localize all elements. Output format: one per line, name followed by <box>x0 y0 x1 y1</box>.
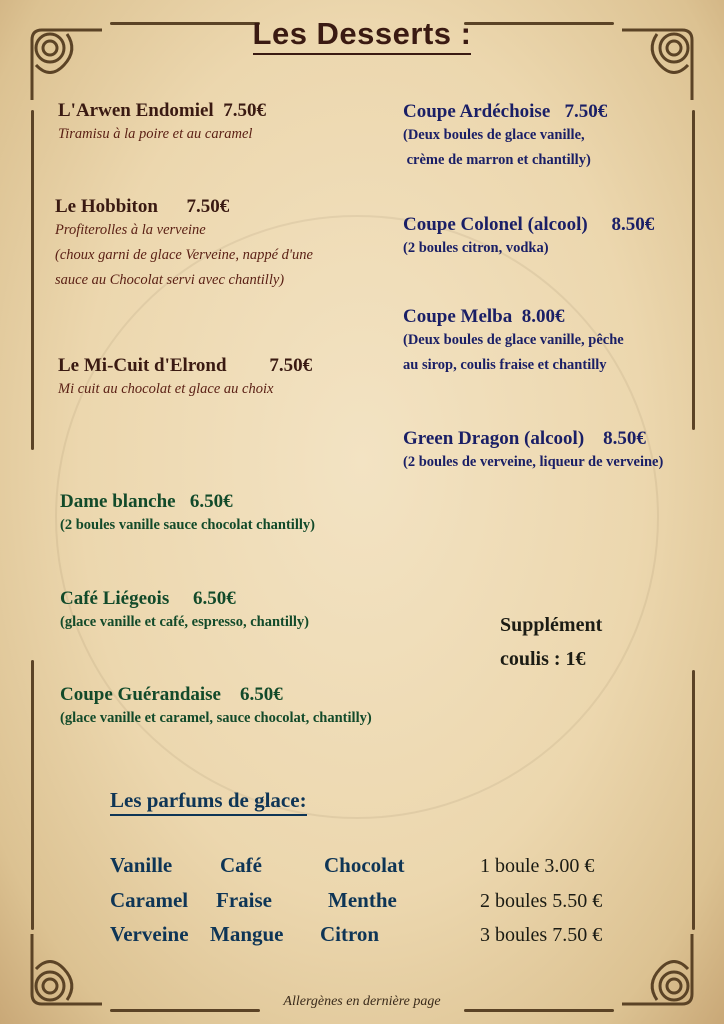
dessert-item-ardechoise: Coupe Ardéchoise 7.50€ (Deux boules de glace vanille, crème de marron et chantilly) <box>403 101 608 168</box>
border-line-left-bottom <box>31 660 34 930</box>
dessert-item-dame-blanche: Dame blanche 6.50€ (2 boules vanille sauce chocolat chantilly) <box>60 491 315 533</box>
scoop-price: 3 boules 7.50 € <box>480 924 603 946</box>
page-title: Les Desserts : <box>0 16 724 52</box>
dessert-item-green-dragon: Green Dragon (alcool) 8.50€ (2 boules de verveine, liqueur de verveine) <box>403 428 664 470</box>
dessert-item-cafe-liegeois: Café Liégeois 6.50€ (glace vanille et café, espresso, chantilly) <box>60 588 309 630</box>
flavor-item: Vanille <box>110 853 173 877</box>
scoop-price: 2 boules 5.50 € <box>480 890 603 912</box>
scoop-price: 1 boule 3.00 € <box>480 855 595 877</box>
dessert-item-colonel: Coupe Colonel (alcool) 8.50€ (2 boules citron, vodka) <box>403 214 655 256</box>
flavor-item: Café <box>220 853 262 877</box>
flavors-heading: Les parfums de glace: <box>110 788 307 816</box>
flavor-item: Caramel <box>110 888 189 912</box>
border-line-right-bottom <box>692 670 695 930</box>
allergen-footer: Allergènes en dernière page <box>283 994 441 1009</box>
flavor-item: Menthe <box>328 888 397 912</box>
border-line-left-top <box>31 110 34 450</box>
flavor-item: Verveine <box>110 922 189 946</box>
dessert-item-arwen: L'Arwen Endomiel 7.50€ Tiramisu à la poire et au caramel <box>58 100 266 142</box>
flavor-item: Fraise <box>216 888 272 912</box>
flavor-item: Citron <box>320 922 380 946</box>
dessert-item-elrond: Le Mi-Cuit d'Elrond 7.50€ Mi cuit au chocolat et glace au choix <box>58 355 313 397</box>
flavor-item: Chocolat <box>324 853 405 877</box>
border-line-right-top <box>692 110 695 430</box>
dessert-item-guerandaise: Coupe Guérandaise 6.50€ (glace vanille et caramel, sauce chocolat, chantilly) <box>60 684 372 726</box>
dessert-item-hobbiton: Le Hobbiton 7.50€ Profiterolles à la verveine (choux garni de glace Verveine, nappé d'une sauce au Chocolat servi avec chantilly) <box>55 196 313 288</box>
dessert-item-melba: Coupe Melba 8.00€ (Deux boules de glace vanille, pêche au sirop, coulis fraise et chantilly <box>403 306 624 373</box>
flavor-item: Mangue <box>210 922 284 946</box>
supplement-note: Supplément coulis : 1€ <box>500 614 603 670</box>
